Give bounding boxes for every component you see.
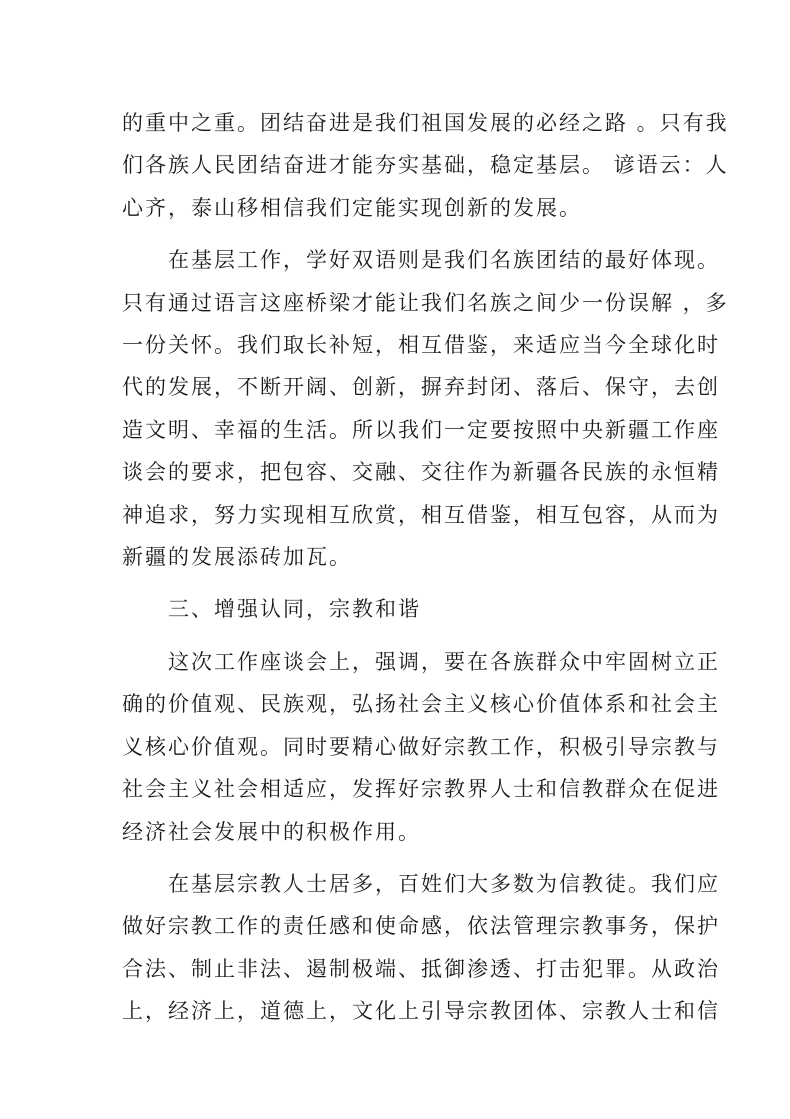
text-line: 一份关怀。我们取长补短，相互借鉴，来适应当今全球化时 bbox=[122, 333, 720, 358]
paragraph-2 bbox=[122, 239, 729, 578]
paragraph-3 bbox=[122, 641, 720, 853]
text-line: 做好宗教工作的责任感和使命感，依法管理宗教事务，保护 bbox=[122, 914, 720, 939]
text-line: 这次工作座谈会上，强调，要在各族群众中牢固树立正 bbox=[168, 649, 720, 674]
text-line: 谈会的要求，把包容、交融、交往作为新疆各民族的永恒精 bbox=[122, 460, 720, 485]
text-line: 代的发展，不断开阔、创新，摒弃封闭、落后、保守，去创 bbox=[122, 375, 720, 400]
text-line: 合法、制止非法、遏制极端、抵御渗透、打击犯罪。从政治 bbox=[122, 956, 720, 981]
text-line: 在基层宗教人士居多，百姓们大多数为信教徒。我们应 bbox=[168, 871, 720, 896]
text-line: 义核心价值观。同时要精心做好宗教工作，积极引导宗教与 bbox=[122, 734, 720, 759]
text-line: 们各族人民团结奋进才能夯实基础，稳定基层。 谚语云：人 bbox=[122, 153, 729, 178]
paragraph-4 bbox=[122, 863, 720, 1033]
text-line: 在基层工作，学好双语则是我们名族团结的最好体现。 bbox=[168, 248, 720, 273]
text-line: 新疆的发展添砖加瓦。 bbox=[122, 545, 352, 570]
text-line: 心齐，泰山移相信我们定能实现创新的发展。 bbox=[122, 195, 582, 220]
text-line: 造文明、幸福的生活。所以我们一定要按照中央新疆工作座 bbox=[122, 417, 720, 442]
section-heading bbox=[122, 588, 682, 630]
text-line: 确的价值观、民族观，弘扬社会主义核心价值体系和社会主 bbox=[122, 692, 720, 717]
paragraph-1 bbox=[122, 102, 729, 229]
document-body bbox=[122, 102, 729, 1033]
text-line: 社会主义社会相适应，发挥好宗教界人士和信教群众在促进 bbox=[122, 777, 720, 802]
text-line: 经济社会发展中的积极作用。 bbox=[122, 819, 421, 844]
heading-line: 三、增强认同，宗教和谐 bbox=[168, 597, 421, 622]
text-line: 的重中之重。团结奋进是我们祖国发展的必经之路 。只有我 bbox=[122, 111, 729, 135]
text-line: 神追求，努力实现相互欣赏，相互借鉴，相互包容，从而为 bbox=[122, 502, 720, 527]
text-line: 只有通过语言这座桥梁才能让我们名族之间少一份误解 ，多 bbox=[122, 290, 729, 315]
text-line: 上，经济上，道德上，文化上引导宗教团体、宗教人士和信 bbox=[122, 999, 720, 1024]
